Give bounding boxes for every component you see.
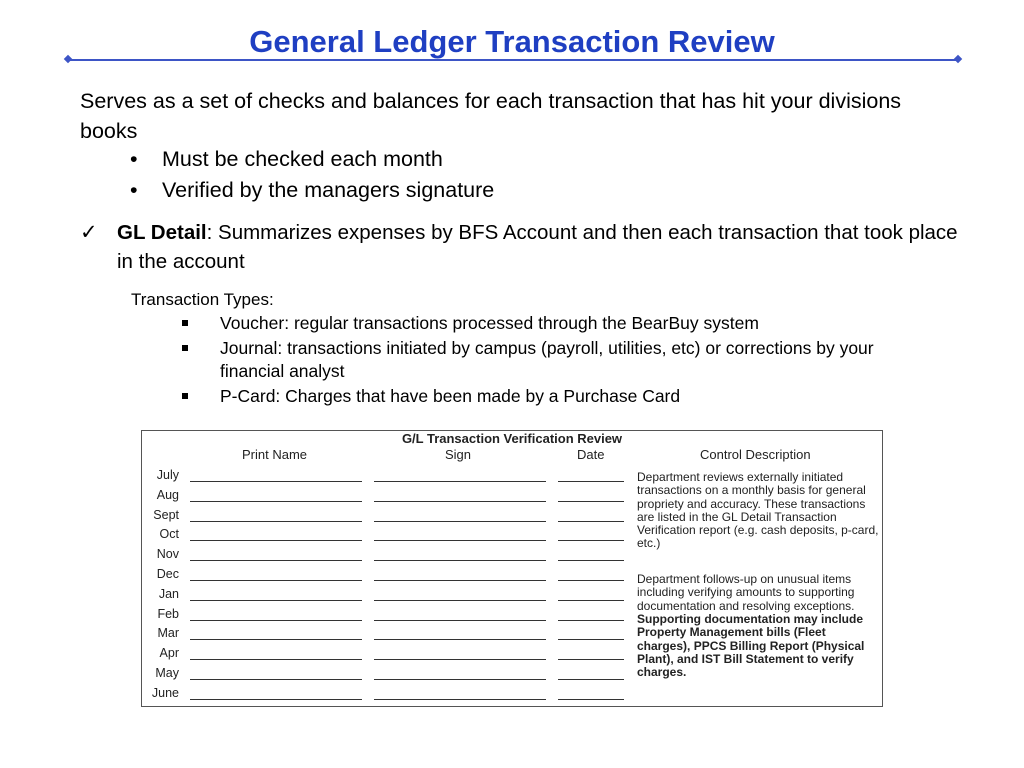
sign-line <box>374 639 546 640</box>
square-bullet-icon <box>182 345 188 351</box>
month-label: Feb <box>157 606 179 621</box>
list-item <box>130 144 494 175</box>
date-line <box>558 659 624 660</box>
date-line <box>558 560 624 561</box>
bullet-text: Verified by the managers signature <box>162 178 495 202</box>
gl-detail-label: GL Detail <box>117 221 207 244</box>
square-bullet-icon <box>182 320 188 326</box>
intro-text: Serves as a set of checks and balances for each transaction that has hit your divisions books <box>80 89 902 143</box>
requirements-list <box>130 144 494 206</box>
sign-line <box>374 620 546 621</box>
print-name-line <box>190 580 362 581</box>
column-header-control-description: Control Description <box>700 447 811 462</box>
sign-line <box>374 600 546 601</box>
date-line <box>558 600 624 601</box>
date-line <box>558 580 624 581</box>
transaction-type-text: Voucher: regular transactions processed through the BearBuy system <box>220 313 759 333</box>
control-description-paragraph-bold: Supporting documentation may include Property Management bills (Fleet charges), PPCS Billing Report (Physical Plant), and IST Bill Statement to verify charges. <box>637 612 865 680</box>
print-name-line <box>190 540 362 541</box>
list-item <box>130 175 494 206</box>
month-label: Dec <box>156 567 179 581</box>
date-line <box>558 679 624 680</box>
list-item <box>180 385 940 408</box>
month-label: Mar <box>157 626 179 641</box>
sign-line <box>374 481 546 482</box>
gl-detail-description: : Summarizes expenses by BFS Account and then each transaction that took place in the account <box>117 221 958 273</box>
month-label: June <box>151 685 179 700</box>
month-label: Apr <box>159 646 179 661</box>
gl-detail-item <box>80 218 960 276</box>
date-line <box>558 501 624 502</box>
print-name-line <box>190 679 362 680</box>
list-item <box>180 337 940 383</box>
transaction-types-list <box>180 312 940 410</box>
month-label: July <box>156 468 179 482</box>
print-name-line <box>190 659 362 660</box>
date-line <box>558 521 624 522</box>
title-divider <box>68 59 958 61</box>
month-label: May <box>155 666 179 680</box>
date-line <box>558 639 624 640</box>
control-description-paragraph: Department reviews externally initiated transactions on a monthly basis for general propriety and accuracy. These transactions are listed in the GL Detail Transaction Verification report (e.g. cash deposits, p-card, etc.) <box>637 470 879 551</box>
print-name-line <box>190 501 362 502</box>
sign-line <box>374 580 546 581</box>
sign-line <box>374 540 546 541</box>
print-name-line <box>190 620 362 621</box>
date-line <box>558 699 624 700</box>
date-line <box>558 481 624 482</box>
bullet-dot-icon: • <box>130 147 138 171</box>
bullet-text: Must be checked each month <box>162 147 443 171</box>
print-name-line <box>190 639 362 640</box>
month-label: Aug <box>156 487 179 502</box>
verification-form-image <box>141 430 883 707</box>
sign-line <box>374 679 546 680</box>
column-header-print-name: Print Name <box>242 447 308 462</box>
month-label: Jan <box>158 586 179 601</box>
print-name-line <box>190 560 362 561</box>
column-header-sign: Sign <box>445 447 472 462</box>
month-label: Sept <box>153 507 179 522</box>
print-name-line <box>190 699 362 700</box>
slide-title: General Ledger Transaction Review <box>249 24 775 59</box>
form-title: G/L Transaction Verification Review <box>401 431 623 446</box>
month-label: Nov <box>156 547 179 562</box>
sign-line <box>374 501 546 502</box>
print-name-line <box>190 521 362 522</box>
transaction-types-label: Transaction Types: <box>131 290 274 309</box>
list-item <box>180 312 940 335</box>
sign-line <box>374 659 546 660</box>
square-bullet-icon <box>182 393 188 399</box>
bullet-dot-icon: • <box>130 178 138 202</box>
sign-line <box>374 521 546 522</box>
column-header-date: Date <box>577 447 605 462</box>
sign-line <box>374 560 546 561</box>
print-name-line <box>190 481 362 482</box>
transaction-type-text: Journal: transactions initiated by campus (payroll, utilities, etc) or corrections by your financial analyst <box>220 338 874 381</box>
date-line <box>558 620 624 621</box>
gl-detail-text <box>117 218 960 276</box>
sign-line <box>374 699 546 700</box>
checkmark-icon: ✓ <box>80 221 98 244</box>
control-description-paragraph: Department follows-up on unusual items including verifying amounts to supporting documentation and resolving exceptions. <box>637 572 855 613</box>
transaction-type-text: P-Card: Charges that have been made by a Purchase Card <box>220 386 681 406</box>
print-name-line <box>190 600 362 601</box>
month-label: Oct <box>159 527 179 542</box>
date-line <box>558 540 624 541</box>
